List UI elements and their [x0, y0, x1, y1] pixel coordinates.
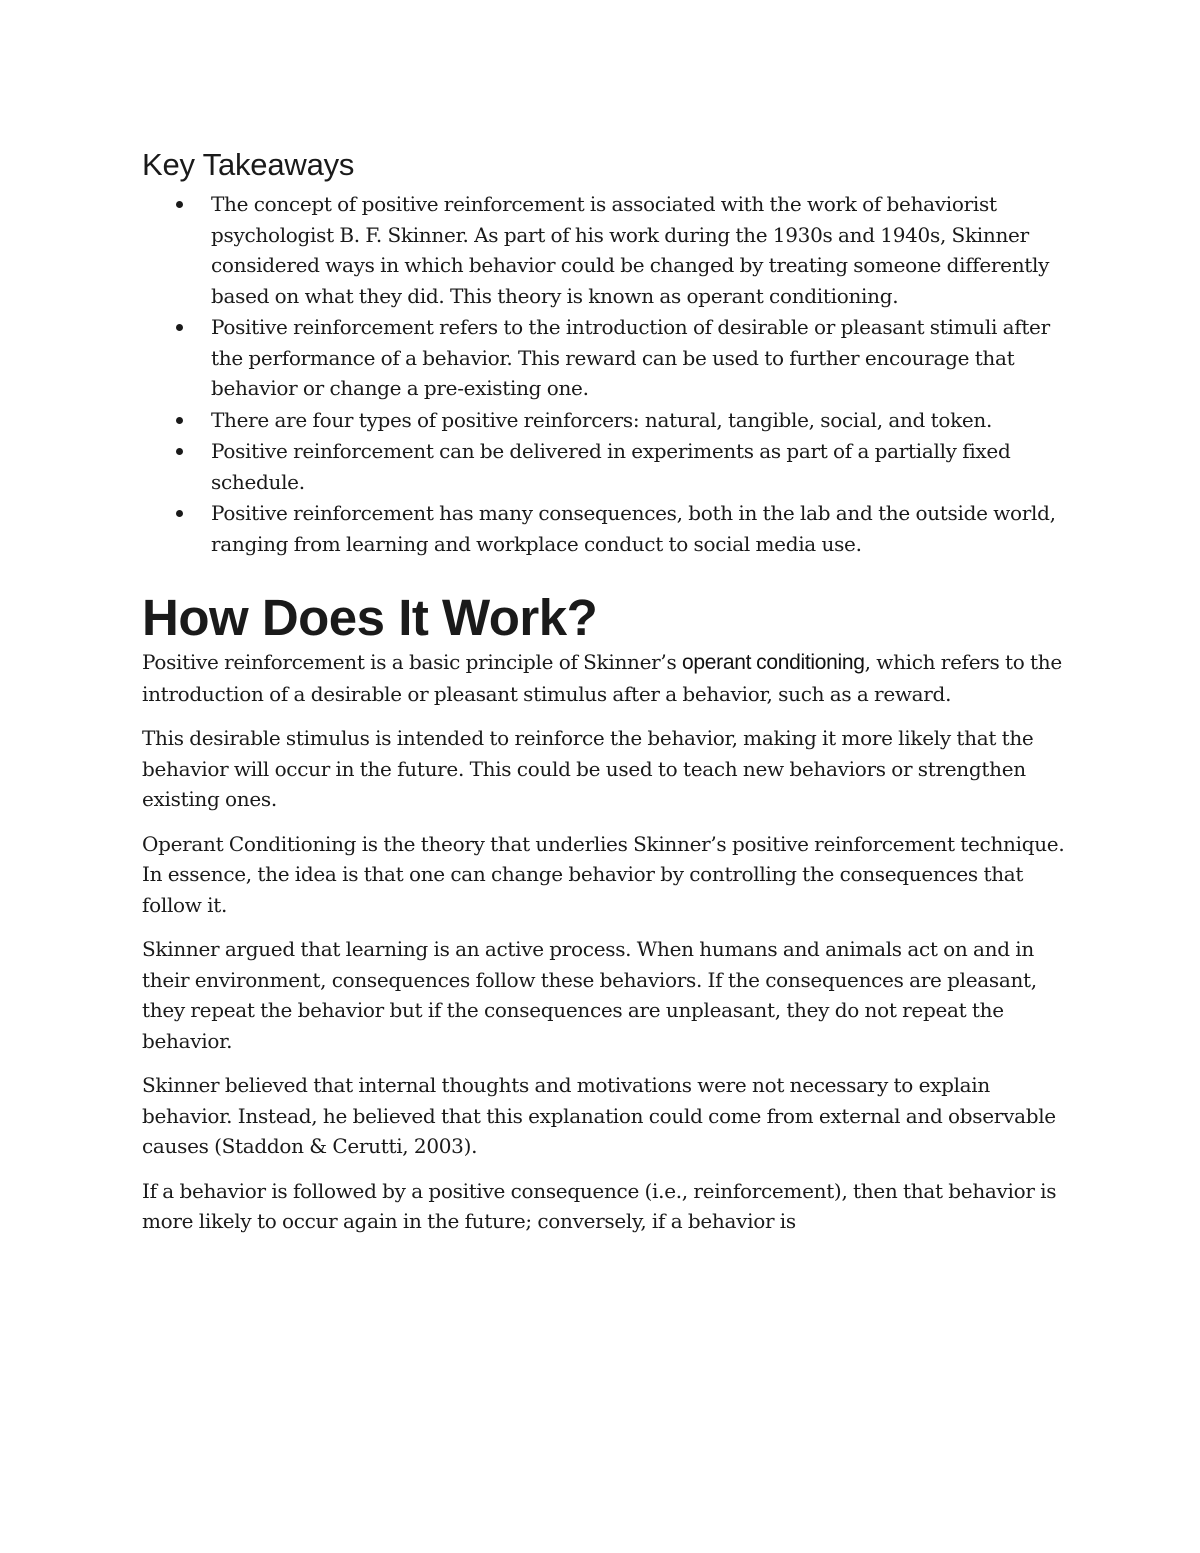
bullet-icon: [176, 448, 183, 455]
paragraph-text-before: Positive reinforcement is a basic principle of Skinner’s: [142, 650, 682, 674]
paragraph: This desirable stimulus is intended to reinforce the behavior, making it more likely that the behavior will occur in the future. This could be used to teach new behaviors or strengthen existing ones.: [142, 726, 1034, 811]
bullet-icon: [176, 510, 183, 517]
list-item: [142, 405, 1072, 436]
operant-conditioning-link[interactable]: operant conditioning: [682, 651, 865, 674]
list-item: [142, 189, 1072, 311]
list-item: [142, 498, 1072, 559]
key-takeaways-list: [142, 189, 1072, 559]
key-takeaways-heading: Key Takeaways: [142, 147, 355, 182]
list-item: [142, 312, 1072, 404]
paragraph: If a behavior is followed by a positive consequence (i.e., reinforcement), then that behavior is more likely to occur again in the future; conversely, if a behavior is: [142, 1178, 1057, 1233]
paragraph: Operant Conditioning is the theory that underlies Skinner’s positive reinforcement technique. In essence, the idea is that one can change behavior by controlling the consequences that follow it.: [142, 831, 1065, 917]
paragraph: Skinner believed that internal thoughts and motivations were not necessary to explain behavior. Instead, he believed that this explanation could come from external and observable causes (Staddon & Cerutti, 2003).: [142, 1073, 1056, 1158]
list-item-text: Positive reinforcement can be delivered in experiments as part of a partially fixed schedule.: [211, 439, 1011, 494]
list-item-text: The concept of positive reinforcement is associated with the work of behaviorist psychologist B. F. Skinner. As part of his work during the 1930s and 1940s, Skinner considered ways in which behavior could be changed by treating someone differently based on what they did. This theory is known as operant conditioning.: [211, 192, 1050, 308]
section-heading: How Does It Work?: [142, 589, 598, 646]
bullet-icon: [176, 201, 183, 208]
list-item-text: Positive reinforcement refers to the introduction of desirable or pleasant stimuli after the performance of a behavior. This reward can be used to further encourage that behavior or change a pre-existing one.: [211, 315, 1050, 400]
paragraph-text-after: , which refers to the introduction of a desirable or pleasant stimulus after a behavior, such as a reward.: [142, 650, 1062, 706]
document-page: [142, 145, 1072, 1251]
bullet-icon: [176, 417, 183, 424]
list-item-text: Positive reinforcement has many consequences, both in the lab and the outside world, ranging from learning and workplace conduct to social media use.: [211, 501, 1056, 556]
bullet-icon: [176, 324, 183, 331]
paragraph: Skinner argued that learning is an active process. When humans and animals act on and in their environment, consequences follow these behaviors. If the consequences are pleasant, they repeat the behavior but if the consequences are unpleasant, they do not repeat the behavior.: [142, 937, 1037, 1053]
list-item-text: There are four types of positive reinforcers: natural, tangible, social, and token.: [211, 407, 993, 432]
list-item: [142, 436, 1072, 497]
paragraph: [142, 647, 1072, 709]
